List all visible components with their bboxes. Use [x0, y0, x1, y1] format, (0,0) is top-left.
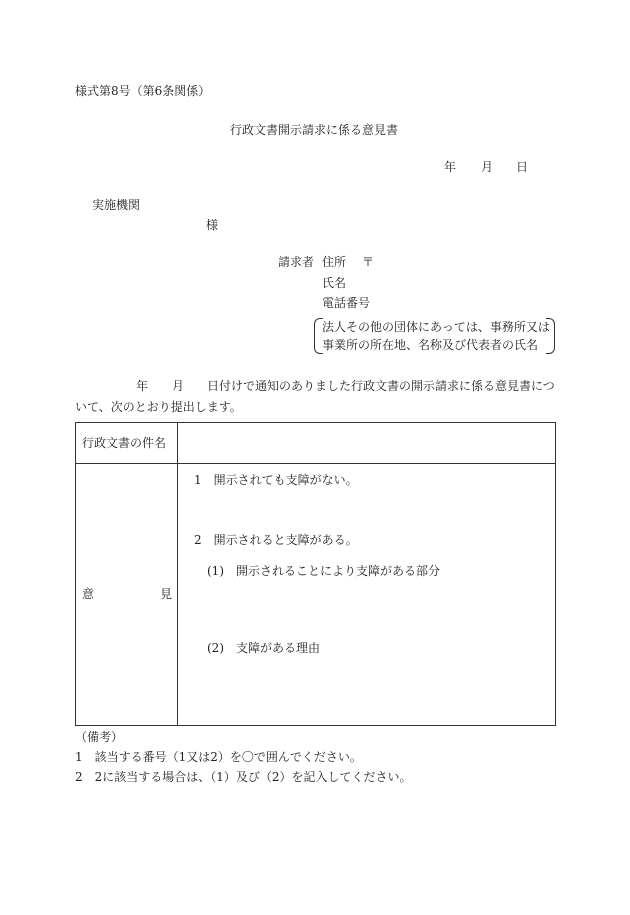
subject-label: 行政文書の件名 — [82, 436, 167, 450]
postal-mark: 〒 — [362, 255, 375, 269]
corporate-note-2: 事業所の所在地、名称及び代表者の氏名 — [322, 338, 539, 352]
opinion-table — [75, 422, 556, 726]
date-day: 日 — [516, 160, 529, 174]
sub-item-1: (1) 開示されることにより支障がある部分 — [207, 564, 440, 578]
form-number: 様式第8号（第6条関係） — [75, 84, 211, 98]
note-item: 2 2に該当する場合は、（1）及び（2）を記入してください。 — [75, 770, 412, 784]
date-month: 月 — [481, 160, 494, 174]
phone-label: 電話番号 — [322, 296, 371, 310]
body-text-1: 日付けで通知のありました行政文書の開示請求に係る意見書につ — [207, 379, 555, 393]
name-label: 氏名 — [322, 276, 347, 290]
note-item: 1 該当する番号（1又は2）を〇で囲んでください。 — [75, 750, 362, 764]
body-month: 月 — [172, 379, 185, 393]
opinion-label-2: 見 — [160, 587, 173, 601]
agency-label: 実施機関 — [92, 198, 141, 212]
address-label: 住所 — [322, 255, 347, 269]
honorific: 様 — [206, 218, 219, 232]
option-2: 2 開示されると支障がある。 — [194, 533, 358, 547]
opinion-label-1: 意 — [82, 587, 95, 601]
corporate-note-1: 法人その他の団体にあっては、事務所又は — [322, 320, 550, 334]
option-1: 1 開示されても支障がない。 — [194, 473, 358, 487]
sub-item-2: (2) 支障がある理由 — [207, 641, 320, 655]
document-title: 行政文書開示請求に係る意見書 — [230, 123, 399, 137]
notes-heading: （備考） — [75, 730, 124, 744]
date-year: 年 — [444, 160, 457, 174]
body-year: 年 — [136, 379, 149, 393]
body-text-2: いて、次のとおり提出します。 — [75, 400, 242, 414]
requester-label: 請求者 — [278, 255, 315, 269]
